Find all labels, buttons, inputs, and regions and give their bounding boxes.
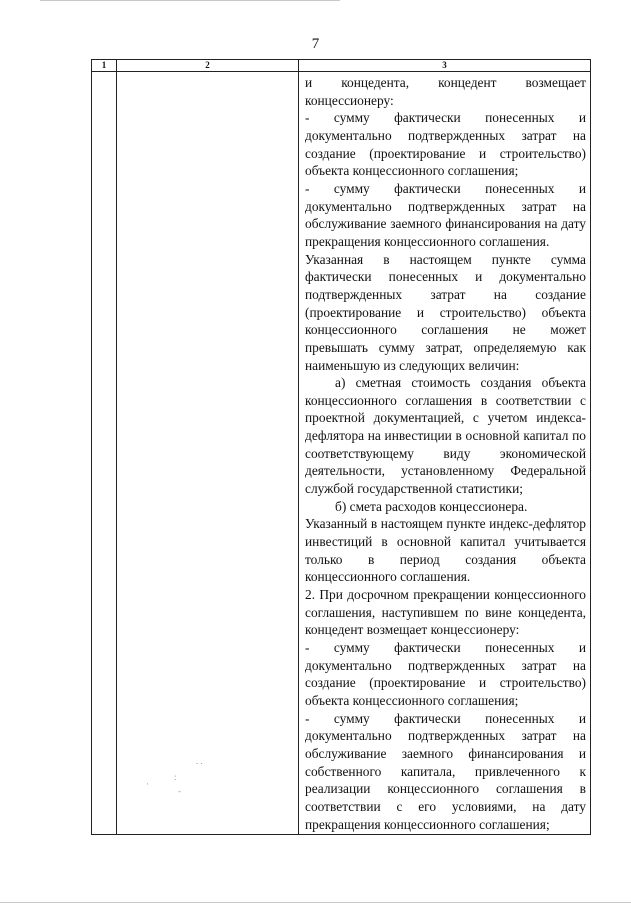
column-3-text (299, 72, 590, 833)
column-2-cell (117, 72, 299, 835)
scan-edge-bottom (0, 902, 631, 903)
header-cell-3: 3 (299, 60, 591, 72)
document-table (91, 59, 591, 835)
scan-speck-3: · (146, 779, 149, 789)
paragraph: б) смета расходов концессионера. (335, 498, 528, 514)
scan-speck-1: . . (196, 756, 203, 766)
scan-edge-top (40, 0, 340, 1)
page-number: 7 (311, 36, 320, 52)
paragraph: и концедента, концедент возмещает концессионеру: (305, 75, 586, 108)
paragraph: 2. При досрочном прекращении концессионного соглашения, наступившем по вине концедента, концедент возмещает концессионеру: (305, 587, 586, 638)
paragraph: Указанный в настоящем пункте индекс-дефлятор инвестиций в основной капитал учитывается только в период создания объекта концессионного соглашения. (305, 516, 586, 585)
paragraph: - сумму фактически понесенных и документально подтвержденных затрат на создание (проектирование и строительство) объекта концессионного соглашения; (305, 110, 586, 179)
paragraph: Указанная в настоящем пункте сумма фактически понесенных и документально подтвержденных затрат на создание (проектирование и строительство) объекта концессионного соглашения не может превышать сумму затрат, определяемую как наименьшую из следующих величин: (305, 251, 586, 373)
table-body-row (92, 72, 591, 835)
column-3-cell (299, 72, 591, 835)
column-1-cell (92, 72, 117, 835)
table-header-row (92, 60, 591, 72)
paragraph: - сумму фактически понесенных и документально подтвержденных затрат на создание (проектирование и строительство) объекта концессионного соглашения; (305, 640, 586, 708)
paragraph: - сумму фактически понесенных и документально подтвержденных затрат на обслуживание заемного финансирования на дату прекращения концессионного соглашения. (305, 180, 586, 249)
scan-speck-2: : (174, 772, 177, 782)
header-cell-1: 1 (92, 60, 117, 72)
scan-speck-4: - (178, 786, 181, 796)
paragraph: а) сметная стоимость создания объекта концессионного соглашения в соответствии с проектной документацией, с учетом индекса-дефлятора на инвестиции в основной капитал по соответствующему виду экономической деятельности, установленному Федеральной службой государственной статистики; (305, 375, 586, 497)
header-cell-2: 2 (117, 60, 299, 72)
paragraph: - сумму фактически понесенных и документально подтвержденных затрат на обслуживание заемного финансирования и собственного капитала, привлеченного к реализации концессионного соглашения в соответствии с его условиями, на дату прекращения концессионного соглашения; (305, 710, 586, 832)
